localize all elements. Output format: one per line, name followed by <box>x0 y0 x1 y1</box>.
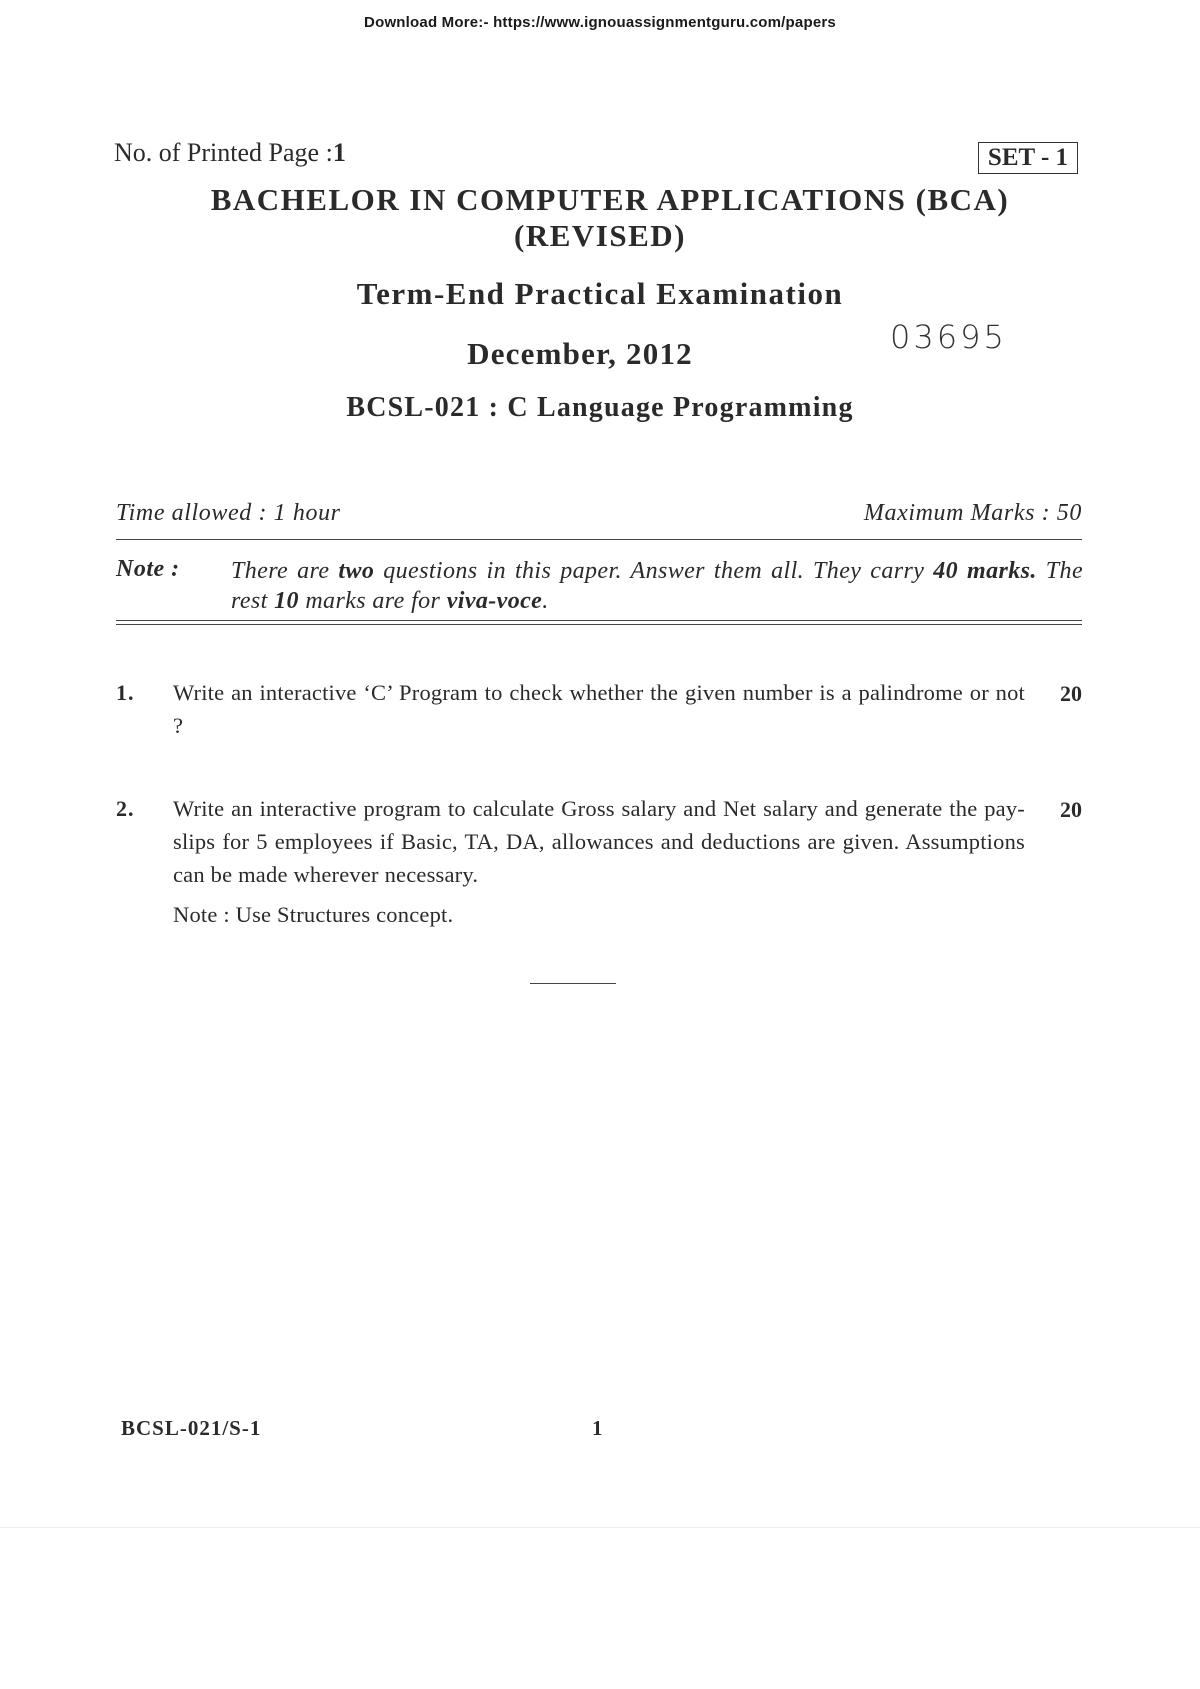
question-text: Write an interactive ‘C’ Program to check whether the given number is a palindrome or not ? <box>173 680 1025 738</box>
exam-title: Term-End Practical Examination <box>356 276 844 311</box>
footer-paper-code: BCSL-021/S-1 <box>121 1416 262 1440</box>
serial-code: 03695 <box>890 318 1007 356</box>
divider <box>116 620 1082 621</box>
note-bold-1: two <box>338 558 375 584</box>
question-text: Write an interactive program to calculate Gross salary and Net salary and generate the pay-slips for 5 employees if Basic, TA, DA, allowances and deductions are given. Assumptions can be made wherever necessary. <box>173 796 1025 887</box>
note-bold-2: 40 marks. <box>933 558 1037 584</box>
end-of-paper-rule <box>530 983 616 984</box>
note-bold-4: viva-voce <box>446 588 543 614</box>
page-number: 1 <box>592 1416 603 1440</box>
note-bold-3: 10 <box>274 588 299 614</box>
exam-date: December, 2012 <box>467 336 693 371</box>
course-title: BCSL-021 : C Language Programming <box>346 392 854 423</box>
question-note: Note : Use Structures concept. <box>173 902 454 927</box>
note-seg-4: marks are for <box>298 588 447 614</box>
printed-pages <box>114 138 346 168</box>
download-link-text[interactable]: Download More:- https://www.ignouassignmentguru.com/papers <box>364 14 836 31</box>
set-badge: SET - 1 <box>978 142 1078 174</box>
scan-edge-line <box>0 1527 1200 1528</box>
programme-subtitle: (REVISED) <box>514 218 686 253</box>
note-seg-2: questions in this paper. Answer them all. They carry <box>374 558 934 584</box>
printed-pages-label: No. of Printed Page : <box>114 138 333 167</box>
divider <box>116 539 1082 540</box>
note-text <box>231 556 1083 616</box>
printed-pages-value: 1 <box>332 138 346 167</box>
note-seg-5: . <box>542 588 549 614</box>
note-label: Note : <box>116 556 180 582</box>
question-marks: 20 <box>1060 797 1082 822</box>
divider <box>116 624 1082 625</box>
note-seg-3: The rest <box>231 558 1083 614</box>
question-marks: 20 <box>1060 681 1082 706</box>
question-number: 1. <box>116 680 135 705</box>
time-allowed: Time allowed : 1 hour <box>116 500 341 526</box>
maximum-marks: Maximum Marks : 50 <box>863 500 1082 526</box>
note-seg-1: There are <box>231 558 339 584</box>
question-number: 2. <box>116 796 135 821</box>
programme-title: BACHELOR IN COMPUTER APPLICATIONS (BCA) <box>210 182 1010 217</box>
